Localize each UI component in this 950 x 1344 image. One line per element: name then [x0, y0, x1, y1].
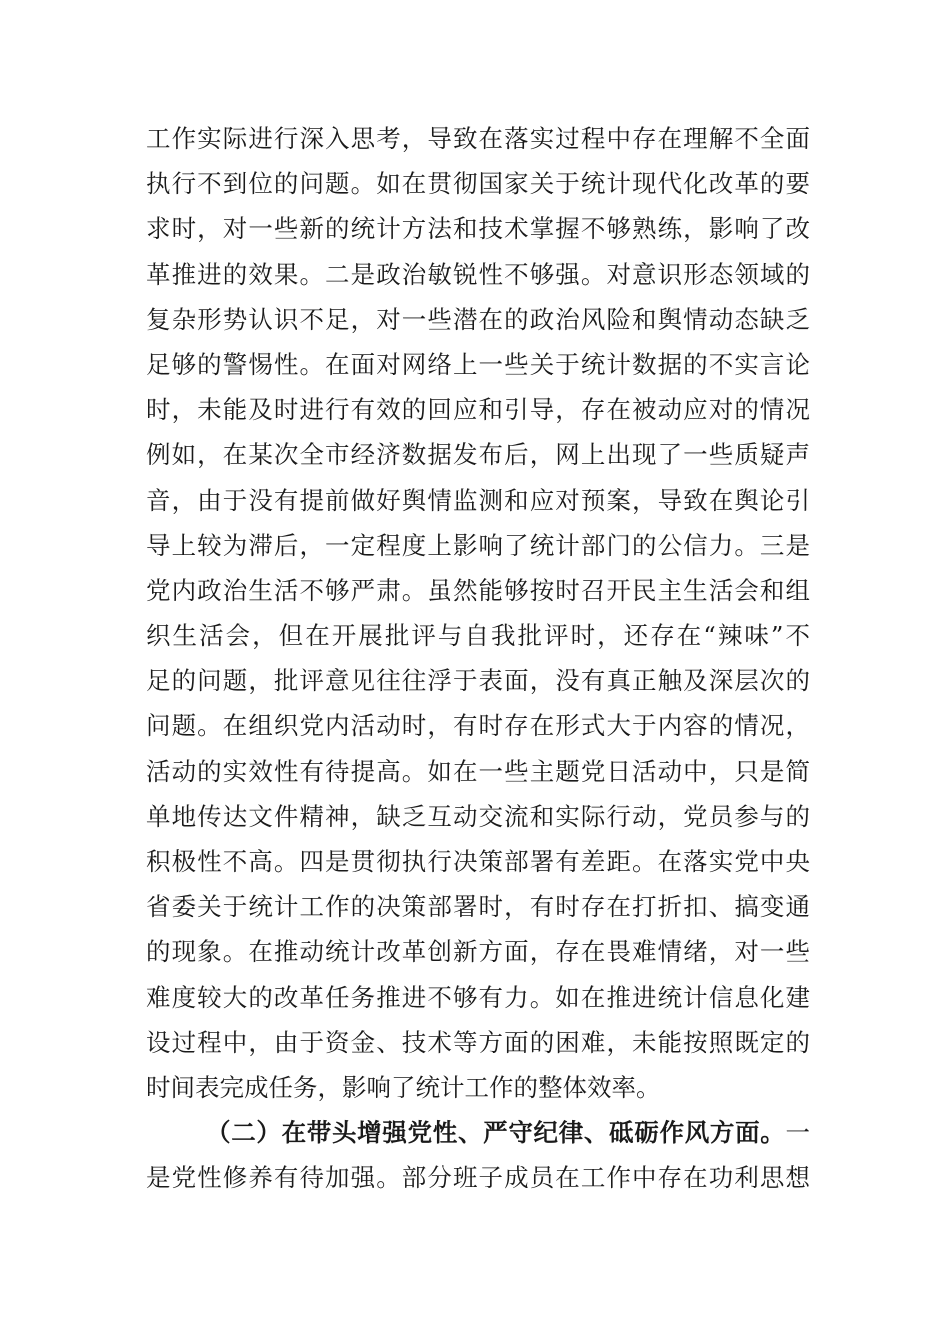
text-line-20: 难度较大的改革任务推进不够有力。如在推进统计信息化建: [146, 982, 810, 1012]
text-line-18: 省委关于统计工作的决策部署时，有时存在打折扣、搞变通: [146, 892, 810, 922]
text-line-15: 活动的实效性有待提高。如在一些主题党日活动中，只是简: [146, 756, 810, 786]
text-line-4: 革推进的效果。二是政治敏锐性不够强。对意识形态领域的: [146, 259, 810, 289]
text-line-19: 的现象。在推动统计改革创新方面，存在畏难情绪，对一些: [146, 937, 810, 967]
text-line-6: 足够的警惕性。在面对网络上一些关于统计数据的不实言论: [146, 349, 810, 379]
text-line-3: 求时，对一些新的统计方法和技术掌握不够熟练，影响了改: [146, 214, 810, 244]
text-line-17: 积极性不高。四是贯彻执行决策部署有差距。在落实党中央: [146, 847, 810, 876]
text-line-10: 导上较为滞后，一定程度上影响了统计部门的公信力。三是: [146, 530, 810, 560]
text-line-2: 执行不到位的问题。如在贯彻国家关于统计现代化改革的要: [146, 169, 810, 199]
section-heading-tail: 一: [785, 1118, 810, 1148]
text-line-8: 例如，在某次全市经济数据发布后，网上出现了一些质疑声: [146, 440, 810, 470]
text-line-7: 时，未能及时进行有效的回应和引导，存在被动应对的情况: [146, 395, 810, 425]
text-line-5: 复杂形势认识不足，对一些潜在的政治风险和舆情动态缺乏: [146, 304, 810, 334]
text-line-11: 党内政治生活不够严肃。虽然能够按时召开民主生活会和组: [146, 575, 810, 605]
section-heading-line: [146, 1110, 810, 1155]
section-text-line: 是党性修养有待加强。部分班子成员在工作中存在功利思想: [146, 1163, 810, 1193]
text-line-13: 足的问题，批评意见往往浮于表面，没有真正触及深层次的: [146, 666, 810, 696]
document-body: [146, 116, 810, 1201]
text-line-9: 音，由于没有提前做好舆情监测和应对预案，导致在舆论引: [146, 485, 810, 515]
text-line-22: 时间表完成任务，影响了统计工作的整体效率。: [146, 1072, 661, 1102]
text-line-1: 工作实际进行深入思考，导致在落实过程中存在理解不全面: [146, 124, 810, 153]
text-line-21: 设过程中，由于资金、技术等方面的困难，未能按照既定的: [146, 1027, 810, 1057]
section-heading: （二）在带头增强党性、严守纪律、砥砺作风方面。: [206, 1118, 786, 1148]
text-line-12: 织生活会，但在开展批评与自我批评时，还存在“辣味”不: [146, 621, 810, 651]
text-line-14: 问题。在组织党内活动时，有时存在形式大于内容的情况，: [146, 711, 810, 741]
text-line-16: 单地传达文件精神，缺乏互动交流和实际行动，党员参与的: [146, 801, 810, 831]
